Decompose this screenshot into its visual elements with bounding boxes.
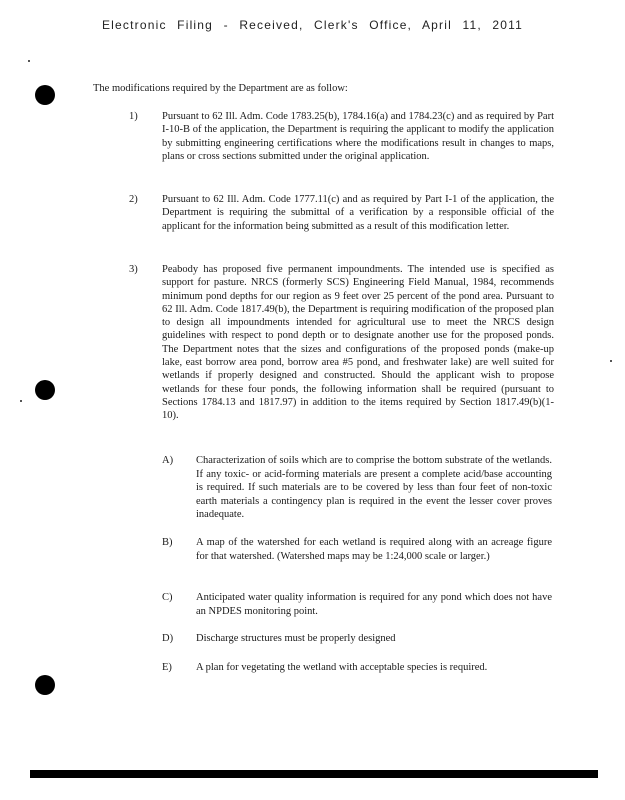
item-paragraph: Peabody has proposed five permanent impoundments. The intended use is specified as support for pasture. NRCS (formerly SCS) Engineering Field Manual, 1984, recommends minimum pond depths for our region as 9 feet over 25 percent of the pond area. Pursuant to 62 Ill. Adm. Code 1817.49(b), the Department is requiring modification of the proposed plan to design all impoundments intended for agricultural use to meet the NRCS design guidelines with respect to pond depth or to designate another use for the proposed ponds. The Department notes that the sizes and configurations of the proposed ponds (make-up lake, east borrow area pond, borrow area #5 pond, and freshwater lake) are well suited for wetlands if properly designed and constructed. Should the applicant wish to propose wetlands for these four ponds, the following information shall be required (pursuant to Sections 1784.13 and 1817.97) in addition to the items required by Section 1817.49(b)(1-10). [162,264,554,422]
subitem-label: D) [162,633,174,644]
subitem-label: B) [162,537,173,548]
filing-stamp-header: Electronic Filing - Received, Clerk's Office, April 11, 2011 [101,18,524,32]
scan-speck [28,60,30,62]
punch-hole-top [35,85,55,105]
item-number: 1) [129,111,138,122]
subitem-paragraph: Discharge structures must be properly designed [196,633,396,644]
subitem-paragraph: Characterization of soils which are to comprise the bottom substrate of the wetlands. If any toxic- or acid-forming materials are present a complete acid/base accounting is required. If such materials are to be covered by less than four feet of non-toxic earth materials a contingency plan is required in the event the lesser cover proves inadequate. [196,455,552,520]
subitem-paragraph: A map of the watershed for each wetland is required along with an acreage figure for that watershed. (Watershed maps may be 1:24,000 scale or larger.) [196,537,552,562]
subitem-paragraph: A plan for vegetating the wetland with acceptable species is required. [196,662,488,673]
item-paragraph: Pursuant to 62 Ill. Adm. Code 1783.25(b), 1784.16(a) and 1784.23(c) and as required by Part I-10-B of the application, the Department is requiring the applicant to modify the application by submitting engineering certifications where the modifications result in changes to maps, plans or cross sections submitted under the original application. [162,111,554,162]
intro-sentence: The modifications required by the Department are as follow: [93,83,348,94]
item-paragraph: Pursuant to 62 Ill. Adm. Code 1777.11(c) and as required by Part I-1 of the application, the Department is requiring the submittal of a verification by a responsible official of the applicant for the information being submitted as a result of this modification letter. [162,194,554,232]
subitem-label: A) [162,455,174,466]
scan-speck [610,360,612,362]
punch-hole-middle [35,380,55,400]
subitem-label: C) [162,592,173,603]
subitem-paragraph: Anticipated water quality information is required for any pond which does not have an NPDES monitoring point. [196,592,552,617]
subitem-label: E) [162,662,172,673]
punch-hole-bottom [35,675,55,695]
item-number: 2) [129,194,138,205]
scan-bottom-edge [30,770,598,778]
item-number: 3) [129,264,138,275]
scan-speck [20,400,22,402]
